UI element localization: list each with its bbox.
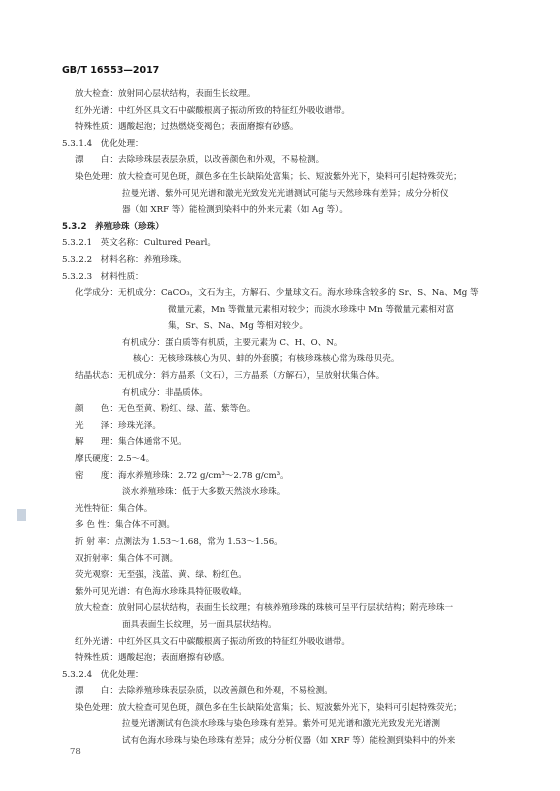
text-line: 双折射率：集合体不可测。 <box>75 553 179 564</box>
text-line: 多 色 性：集合体不可测。 <box>75 520 175 531</box>
text-line: 微量元素，Mn 等微量元素相对较少；而淡水珍珠中 Mn 等微量元素相对富 <box>168 304 455 315</box>
text-line: 漂 白：去除养殖珍珠表层杂质，以改善颜色和外观，不易检测。 <box>75 686 333 697</box>
text-line: 特殊性质：遇酸起泡；表面磨擦有砂感。 <box>75 653 230 664</box>
text-line: 放大检查：放射同心层状结构，表面生长纹理。 <box>75 89 256 99</box>
text-line: 漂 白：去除珍珠层表层杂质，以改善颜色和外观，不易检测。 <box>75 155 325 166</box>
text-line: 解 理：集合体通常不见。 <box>75 437 187 448</box>
text-line: 有机成分：非晶质体。 <box>122 387 208 398</box>
page-number: 78 <box>70 747 81 757</box>
text-line: 荧光观察：无至强，浅蓝、黄、绿、粉红色。 <box>75 570 247 581</box>
text-line: 放大检查：放射同心层状结构，表面生长纹理；有核养殖珍珠的珠核可呈平行层状结构；附壳珍珠一 <box>75 603 454 614</box>
text-line: 试有色海水珍珠与染色珍珠有差异；成分分析仪器（如 XRF 等）能检测到染料中的外来 <box>122 736 456 746</box>
section-heading: 5.3.2.3 材料性质： <box>62 271 144 282</box>
text-line: 染色处理：放大检查可见色斑，颜色多在生长缺陷处富集；长、短波紫外光下，染料可引起特殊荧光； <box>75 702 462 713</box>
section-heading: 5.3.1.4 优化处理： <box>62 138 144 149</box>
text-line: 密 度：海水养殖珍珠：2.72 g/cm³～2.78 g/cm³。 <box>75 470 289 481</box>
text-line: 化学成分：无机成分：CaCO₃，文石为主，方解石、少量球文石。海水珍珠含较多的 Sr、S、Na、Mg 等 <box>75 288 479 299</box>
text-line: 面具表面生长纹理，另一面具层状结构。 <box>122 619 277 630</box>
section-heading: 5.3.2 养殖珍珠（珍珠） <box>62 221 164 232</box>
text-line: 核心：无核珍珠核心为贝、蚌的外套膜；有核珍珠核心常为珠母贝壳。 <box>133 354 400 365</box>
text-line: 拉曼光谱、紫外可见光谱和激光光致发光光谱测试可能与天然珍珠有差异；成分分析仪 <box>122 188 449 199</box>
text-line: 红外光谱：中红外区具文石中碳酸根离子振动所致的特征红外吸收谱带。 <box>75 636 351 647</box>
section-heading: 5.3.2.1 英文名称：Cultured Pearl。 <box>62 238 216 249</box>
text-line: 特殊性质：遇酸起泡；过热燃烧变褐色；表面磨擦有砂感。 <box>75 122 299 133</box>
section-heading: 5.3.2.2 材料名称：养殖珍珠。 <box>62 254 187 265</box>
text-line: 光 泽：珍珠光泽。 <box>75 420 161 431</box>
text-line: 摩氏硬度：2.5～4。 <box>75 454 155 464</box>
text-line: 染色处理：放大检查可见色斑，颜色多在生长缺陷处富集；长、短波紫外光下，染料可引起特殊荧光； <box>75 171 462 182</box>
text-line: 结晶状态：无机成分：斜方晶系（文石），三方晶系（方解石），呈放射状集合体。 <box>75 371 385 381</box>
text-line: 红外光谱：中红外区具文石中碳酸根离子振动所致的特征红外吸收谱带。 <box>75 105 351 116</box>
text-line: 紫外可见光谱：有色海水珍珠具特征吸收峰。 <box>75 586 247 597</box>
text-line: 拉曼光谱测试有色淡水珍珠与染色珍珠有差异。紫外可见光谱和激光光致发光光谱测 <box>122 719 440 730</box>
section-heading: 5.3.2.4 优化处理： <box>62 669 144 680</box>
text-line: 光性特征：集合体。 <box>75 503 153 514</box>
text-line: 淡水养殖珍珠：低于大多数天然淡水珍珠。 <box>122 487 286 498</box>
text-line: 折 射 率：点测法为 1.53～1.68，常为 1.53～1.56。 <box>75 536 283 547</box>
text-line: 集，Sr、S、Na、Mg 等相对较少。 <box>168 321 309 332</box>
text-line: 颜 色：无色至黄、粉红、绿、蓝、紫等色。 <box>75 404 256 415</box>
text-line: 器（如 XRF 等）能检测到染料中的外来元素（如 Ag 等）。 <box>122 205 348 216</box>
side-marker <box>17 509 26 521</box>
text-line: 有机成分：蛋白质等有机质，主要元素为 C、H、O、N。 <box>122 337 343 348</box>
standard-header: GB/T 16553—2017 <box>62 65 160 76</box>
